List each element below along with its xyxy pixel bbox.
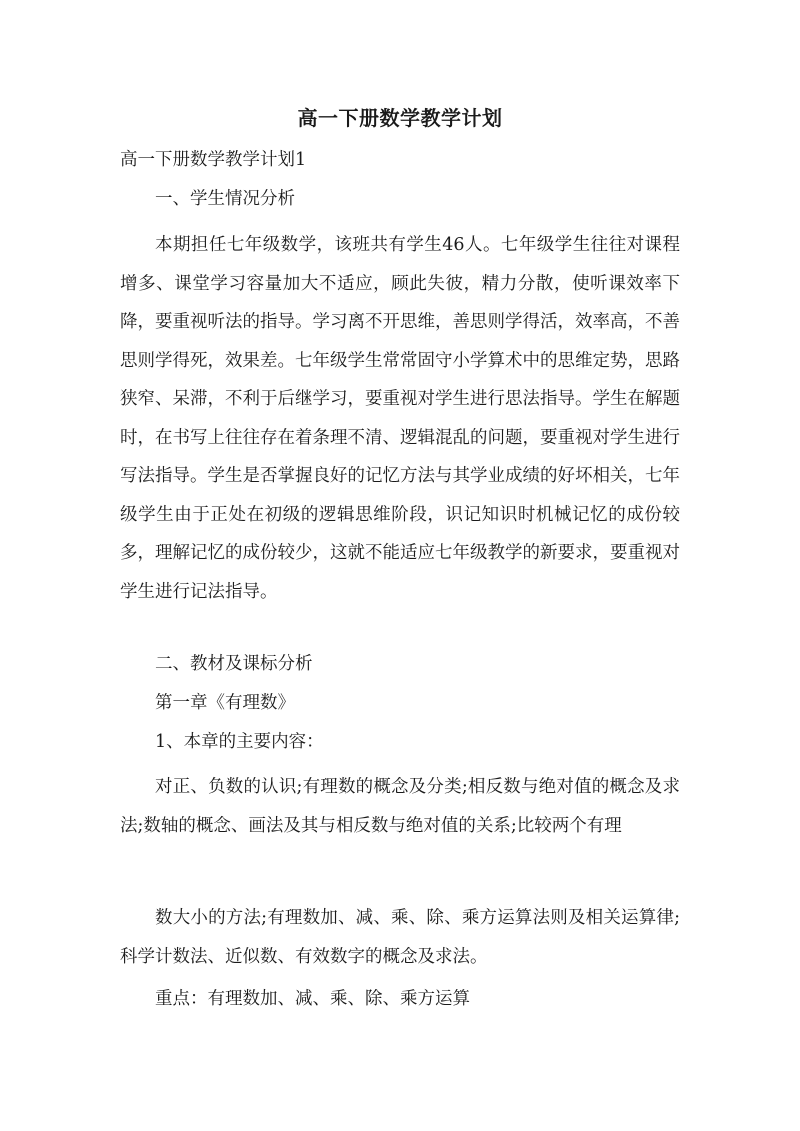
section-heading-textbook-analysis: 二、教材及课标分析 <box>155 654 313 674</box>
paragraph-main-content-continued: 数大小的方法;有理数加、减、乘、除、乘方运算法则及相关运算律;科学计数法、近似数、有效数字的概念及求法。 <box>120 908 680 967</box>
document-subtitle: 高一下册数学教学计划1 <box>120 150 307 170</box>
key-point: 重点：有理数加、减、乘、除、乘方运算 <box>155 989 470 1009</box>
section-heading-student-analysis: 一、学生情况分析 <box>155 189 295 209</box>
chapter-heading: 第一章《有理数》 <box>155 693 295 713</box>
paragraph-main-content: 对正、负数的认识;有理数的概念及分类;相反数与绝对值的概念及求法;数轴的概念、画法及其与相反数与绝对值的关系;比较两个有理 <box>120 777 680 836</box>
paragraph-student-analysis: 本期担任七年级数学，该班共有学生46人。七年级学生往往对课程增多、课堂学习容量加大不适应，顾此失彼，精力分散，使听课效率下降，要重视听法的指导。学习离不开思维，善思则学得活，效率高，不善思则学得死，效果差。七年级学生常常固守小学算术中的思维定势，思路狭窄、呆滞，不利于后继学习，要重视对学生进行思法指导。学生在解题时，在书写上往往存在着条理不清、逻辑混乱的问题，要重视对学生进行写法指导。学生是否掌握良好的记忆方法与其学业成绩的好坏相关，七年级学生由于正处在初级的逻辑思维阶段，识记知识时机械记忆的成份较多，理解记忆的成份较少，这就不能适应七年级教学的新要求，要重视对学生进行记法指导。 <box>120 235 680 602</box>
item-heading-main-content: 1、本章的主要内容： <box>155 732 324 752</box>
document-title: 高一下册数学教学计划 <box>297 106 503 130</box>
